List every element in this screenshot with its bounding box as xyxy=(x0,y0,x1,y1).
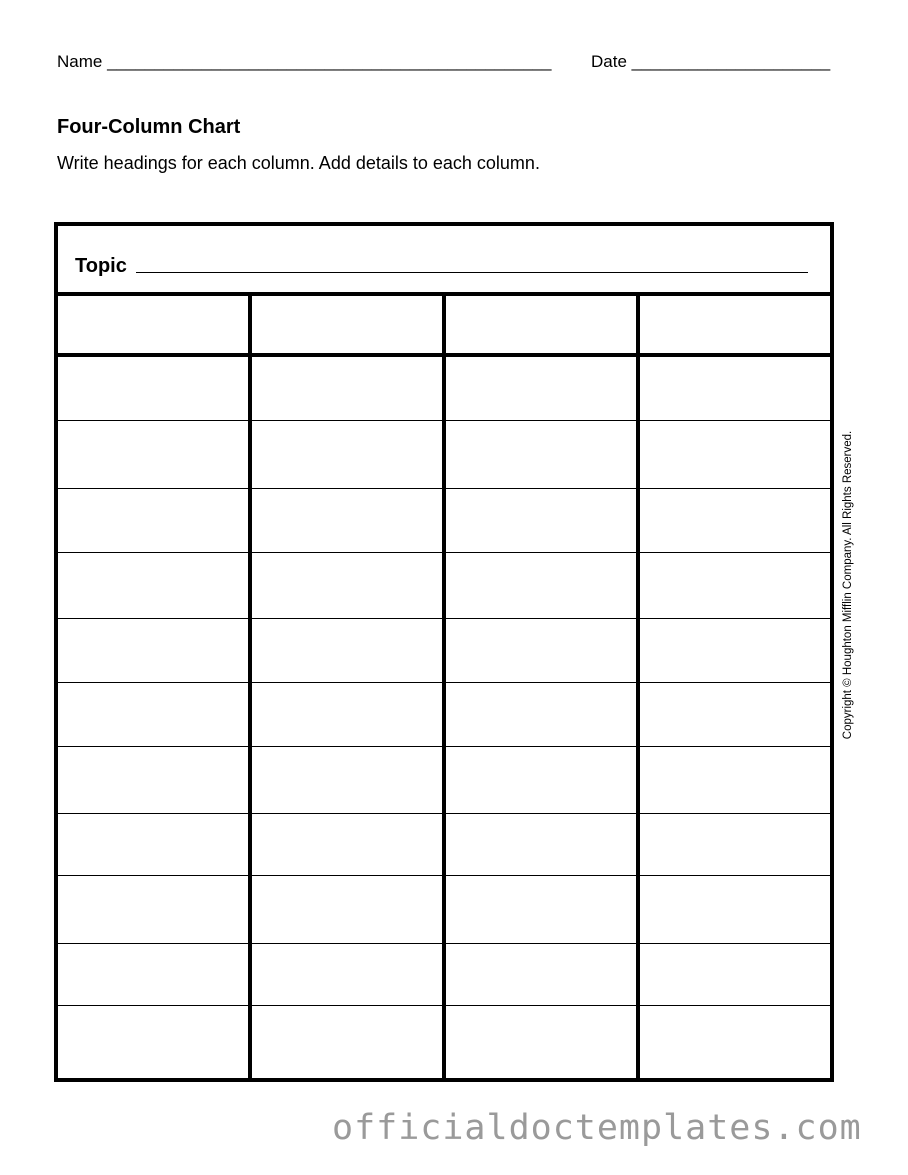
name-field[interactable] xyxy=(57,52,551,72)
copyright-notice: Copyright © Houghton Mifflin Company. All Rights Reserved. xyxy=(842,430,854,740)
topic-input-line[interactable] xyxy=(136,272,808,273)
row-divider xyxy=(58,488,830,489)
topic-row xyxy=(58,226,830,296)
instructions: Write headings for each column. Add details to each column. xyxy=(57,153,540,173)
four-column-chart xyxy=(54,222,834,1082)
page-title: Four-Column Chart xyxy=(57,116,241,138)
topic-label: Topic xyxy=(75,255,127,277)
row-divider xyxy=(58,943,830,944)
column-divider xyxy=(636,292,640,1078)
row-divider xyxy=(58,420,830,421)
row-divider xyxy=(58,682,830,683)
row-divider xyxy=(58,813,830,814)
name-blank[interactable]: _______________________________________________ xyxy=(107,52,552,71)
row-divider xyxy=(58,618,830,619)
date-label: Date xyxy=(591,52,627,71)
watermark: officialdoctemplates.com xyxy=(332,1108,862,1148)
date-blank[interactable]: _____________________ xyxy=(631,52,831,71)
date-field[interactable] xyxy=(591,52,830,72)
column-divider xyxy=(248,292,252,1078)
name-label: Name xyxy=(57,52,103,71)
column-divider xyxy=(442,292,446,1078)
row-divider xyxy=(58,1005,830,1006)
row-divider xyxy=(58,746,830,747)
row-divider xyxy=(58,552,830,553)
row-divider xyxy=(58,875,830,876)
